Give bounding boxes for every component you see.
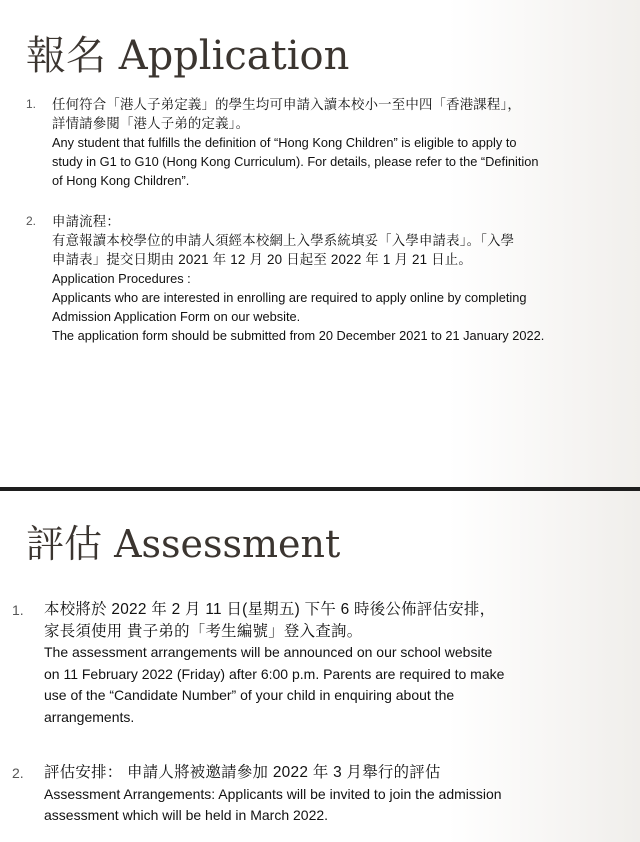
item-line: use of the “Candidate Number” of your child in enquiring about the — [44, 687, 455, 703]
assessment-title: 評估 Assessment — [26, 522, 341, 566]
item-line: of Hong Kong Children”. — [52, 173, 190, 188]
item-line: The assessment arrangements will be announced on our school website — [44, 644, 493, 660]
item-line: 評估安排： 申請人將被邀請參加 2022 年 3 月舉行的評估 — [44, 764, 441, 781]
application-item-1 — [26, 95, 539, 190]
assessment-item-1 — [12, 599, 505, 728]
item-line: arrangements. — [44, 708, 135, 725]
item-line: study in G1 to G10 (Hong Kong Curriculum). For details, please refer to the “Definition — [52, 154, 539, 169]
item-line: Applicants who are interested in enrolling are required to apply online by completing — [52, 290, 527, 305]
application-item-2 — [26, 212, 545, 345]
item-line: The application form should be submitted from 20 December 2021 to 21 January 2022. — [52, 328, 545, 343]
application-title: 報名 Application — [26, 33, 350, 79]
item-line: 申請流程： — [52, 214, 120, 229]
item-line: Application Procedures : — [52, 271, 191, 286]
assessment-item-2 — [12, 762, 502, 827]
item-line: 家長須使用 貴子弟的「考生編號」登入查詢。 — [44, 622, 363, 640]
item-line: Admission Application Form on our website. — [52, 309, 301, 324]
item-line: 任何符合「港人子弟定義」的學生均可申請入讀本校小一至中四「香港課程」， — [52, 97, 521, 112]
item-line: 申請表」提交日期由 2021 年 12 月 20 日起至 2022 年 1 月 21 日止。 — [52, 252, 472, 267]
item-line: 有意報讀本校學位的申請人須經本校網上入學系統填妥「入學申請表」。「入學 — [52, 233, 515, 248]
assessment-slide — [0, 491, 640, 842]
item-line: assessment which will be held in March 2022. — [44, 807, 329, 823]
item-number: 2. — [12, 765, 24, 781]
item-line: Assessment Arrangements: Applicants will be invited to join the admission — [44, 785, 502, 802]
item-number: 1. — [26, 97, 37, 111]
item-number: 1. — [12, 602, 24, 618]
item-number: 2. — [26, 214, 37, 228]
item-line: on 11 February 2022 (Friday) after 6:00 p.m. Parents are required to make — [44, 665, 505, 682]
item-line: 詳情請參閱「港人子弟的定義」。 — [52, 116, 250, 131]
item-line: 本校將於 2022 年 2 月 11 日(星期五) 下午 6 時後公佈評估安排， — [44, 601, 496, 618]
item-line: Any student that fulfills the definition of “Hong Kong Children” is eligible to apply to — [52, 135, 517, 150]
